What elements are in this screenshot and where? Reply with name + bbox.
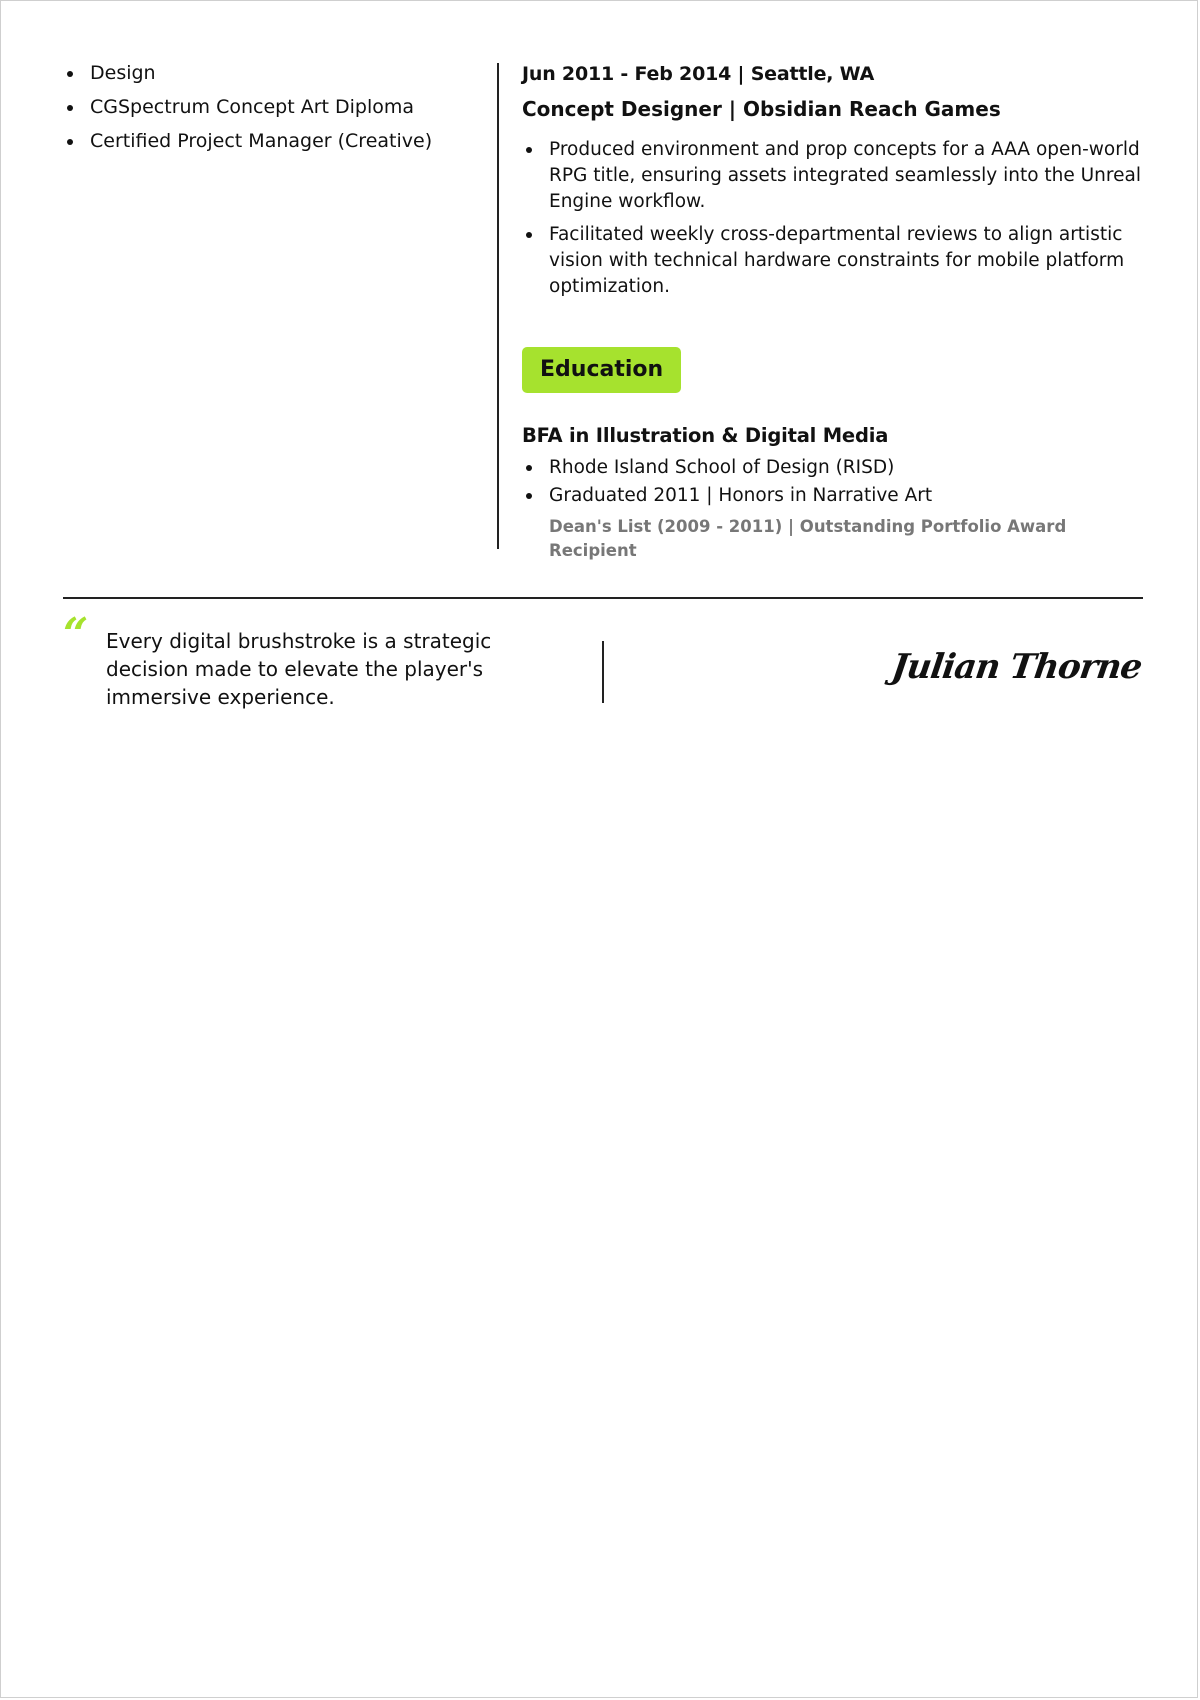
quote-divider <box>602 641 604 703</box>
list-item: Graduated 2011 | Honors in Narrative Art <box>522 483 1142 509</box>
list-item: CGSpectrum Concept Art Diploma <box>63 95 483 119</box>
right-column <box>522 61 1142 563</box>
quote-text: Every digital brushstroke is a strategic decision made to elevate the player's immersive experience. <box>106 629 492 709</box>
list-item: Facilitated weekly cross-departmental reviews to align artistic vision with technical hardware constraints for mobile platform optimization. <box>522 222 1142 300</box>
left-column <box>63 61 483 163</box>
job-title: Concept Designer | Obsidian Reach Games <box>522 97 1001 121</box>
education-degree: BFA in Illustration & Digital Media <box>522 424 889 447</box>
quote-icon: “ <box>63 609 89 660</box>
education-note: Dean's List (2009 - 2011) | Outstanding Portfolio Award Recipient <box>549 517 1067 560</box>
list-item: Rhode Island School of Design (RISD) <box>522 455 1142 481</box>
list-item: Produced environment and prop concepts for a AAA open-world RPG title, ensuring assets integrated seamlessly into the Unreal Engine workflow. <box>522 137 1142 215</box>
job-bullets <box>522 137 1142 300</box>
certifications-list <box>63 61 483 153</box>
education-heading: Education <box>522 347 681 393</box>
education-bullets <box>522 455 1142 509</box>
list-item: Design <box>63 61 483 85</box>
horizontal-divider <box>63 597 1143 599</box>
list-item: Certified Project Manager (Creative) <box>63 129 483 153</box>
vertical-divider <box>497 63 499 549</box>
job-date-location: Jun 2011 - Feb 2014 | Seattle, WA <box>522 63 875 85</box>
signature: Julian Thorne <box>888 647 1144 687</box>
